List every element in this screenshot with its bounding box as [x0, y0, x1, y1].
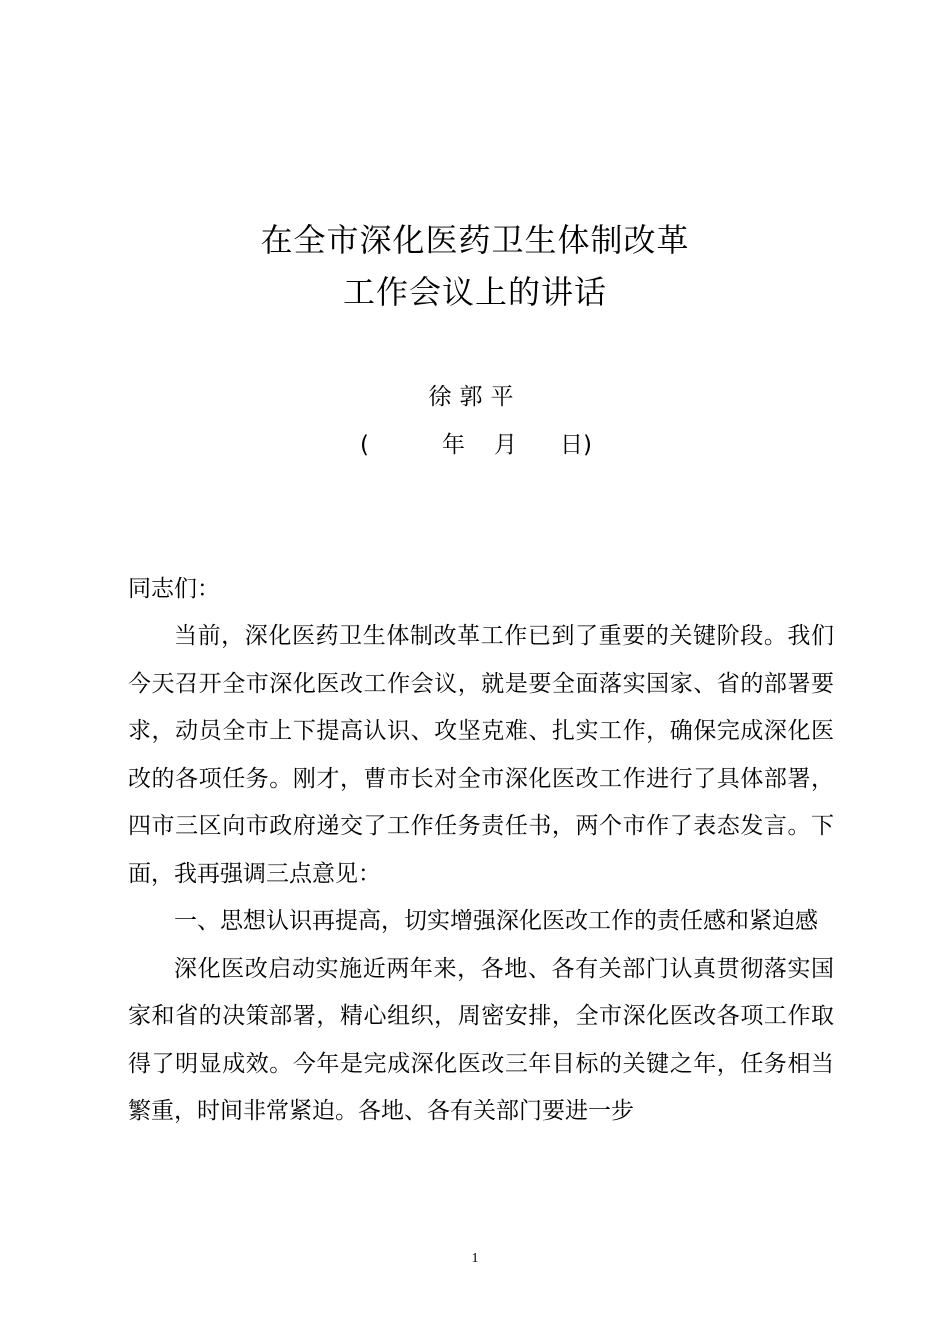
date-month-label: 月	[494, 432, 517, 458]
paragraph-section-1: 深化医改启动实施近两年来，各地、各有关部门认真贯彻落实国家和省的决策部署，精心组织，周密安排，全市深化医改各项工作取得了明显成效。今年是完成深化医改三年目标的关键之年，任务相当繁重，时间非常紧迫。各地、各有关部门要进一步	[128, 955, 834, 1124]
paragraph-intro: 当前，深化医药卫生体制改革工作已到了重要的关键阶段。我们今天召开全市深化医改工作会议，就是要全面落实国家、省的部署要求，动员全市上下提高认识、攻坚克难、扎实工作，确保完成深化医改的各项任务。刚才，曹市长对全市深化医改工作进行了具体部署，四市三区向市政府递交了工作任务责任书，两个市作了表态发言。下面，我再强调三点意见：	[128, 623, 834, 887]
section-heading-1: 一、思想认识再提高，切实增强深化医改工作的责任感和紧迫感	[174, 908, 818, 934]
body-paragraphs	[128, 613, 834, 1136]
date-line	[360, 430, 610, 460]
author-name: 徐郭平	[428, 384, 522, 410]
document-title-line-2: 工作会议上的讲话	[342, 273, 607, 311]
date-open-paren: (	[360, 432, 369, 458]
page-number: 1	[471, 1251, 479, 1266]
salutation: 同志们：	[128, 576, 220, 602]
date-day-label: 日)	[560, 432, 592, 458]
date-year-label: 年	[442, 432, 465, 458]
document-title-line-1: 在全市深化医药卫生体制改革	[260, 221, 690, 259]
